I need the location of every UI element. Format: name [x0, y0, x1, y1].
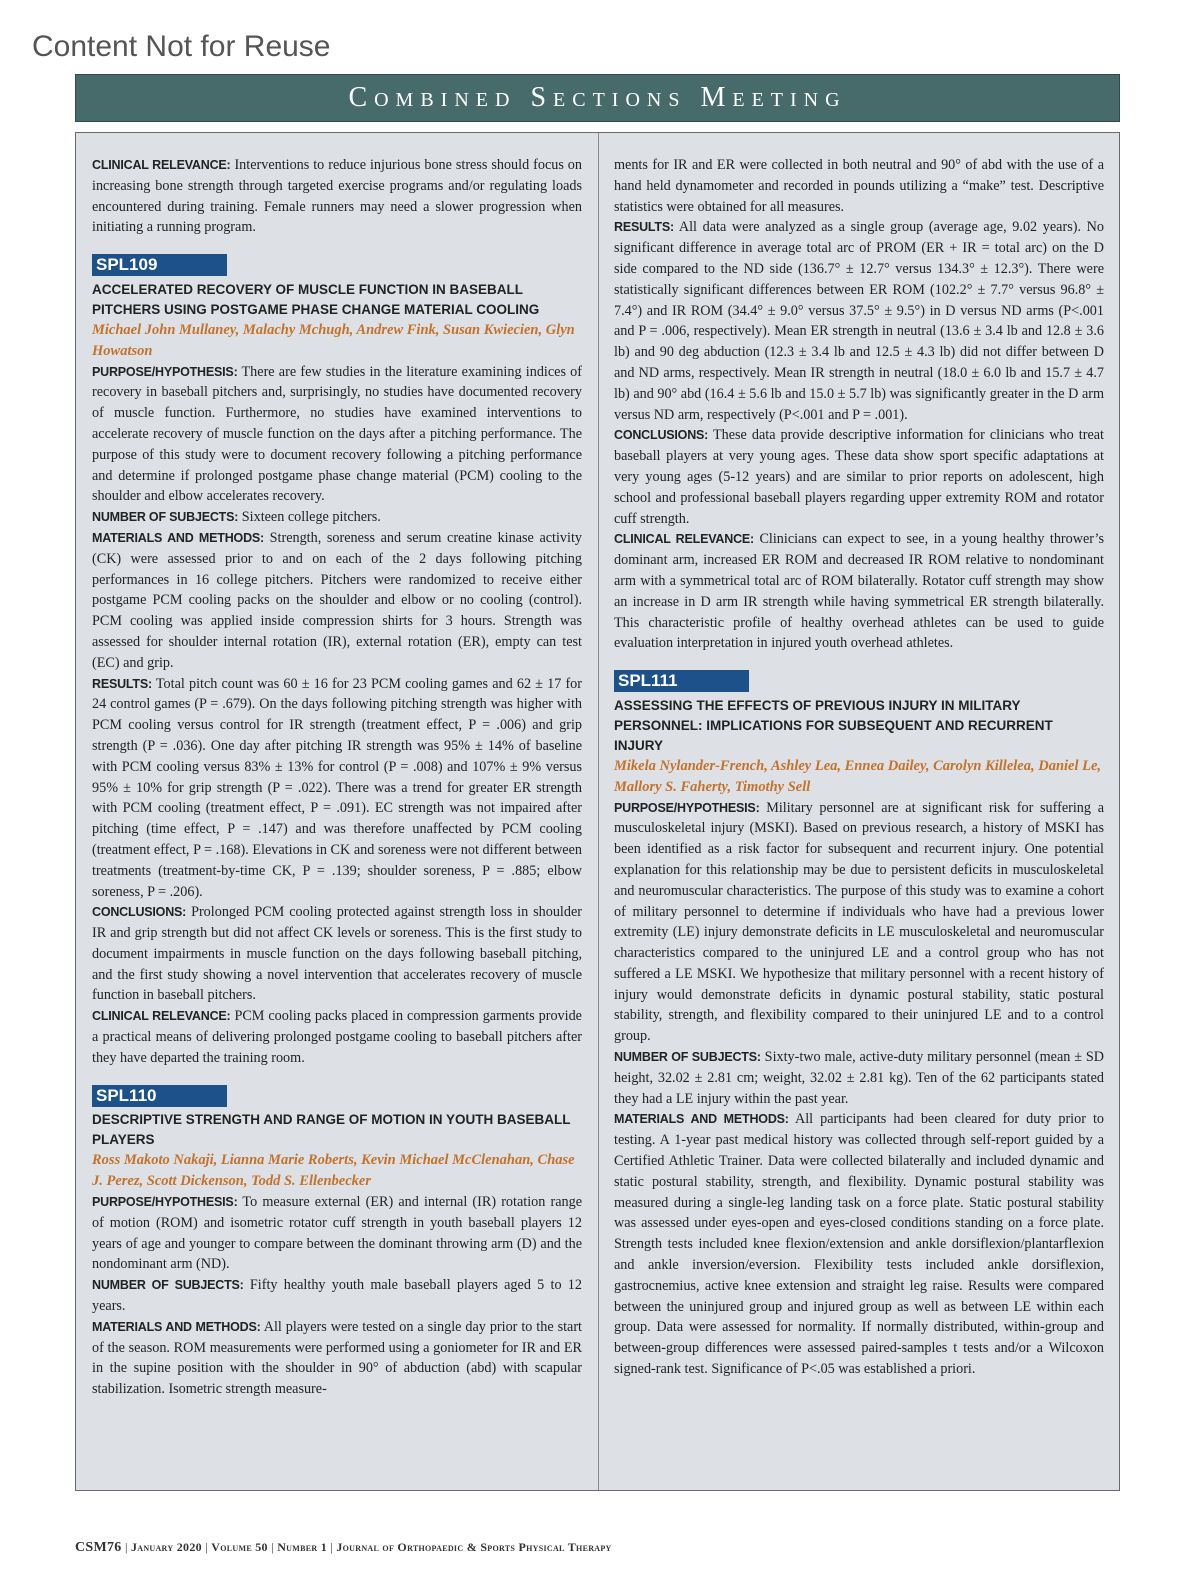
abstract-spl111 — [614, 654, 1104, 1380]
abstract-spl110 — [92, 1069, 582, 1400]
section-text: There are few studies in the literature examining indices of recovery in baseball pitchers and, surprisingly, no studies have documented recovery of muscle function. Furthermore, no studies have examined interventions to accelerate recovery of muscle function on the days after a pitching performance. The purpose of this study were to document recovery following a pitching performance and determine if prolonged postgame phase change material (PCM) cooling to the shoulder and elbow accelerates recovery. — [92, 363, 582, 505]
abstract-section — [614, 1047, 1104, 1109]
abstract-section — [92, 902, 582, 1006]
abstract-authors: Mikela Nylander-French, Ashley Lea, Ennea Dailey, Carolyn Killelea, Daniel Le, Mallory S. Faherty, Timothy Sell — [614, 757, 1102, 795]
section-label: MATERIALS AND METHODS: — [92, 530, 264, 545]
intro-paragraph — [92, 155, 582, 238]
section-label: PURPOSE/HYPOTHESIS: — [92, 1195, 238, 1210]
banner-title: Combined Sections Meeting — [348, 82, 847, 113]
abstract-spl109 — [92, 238, 582, 1068]
page-number: CSM76 — [75, 1540, 122, 1555]
column-divider — [598, 133, 599, 1490]
abstract-code-badge: SPL109 — [92, 254, 227, 276]
section-text: Sixteen college pitchers. — [238, 509, 381, 526]
abstract-section — [92, 674, 582, 903]
abstract-section — [614, 217, 1104, 425]
section-text: Total pitch count was 60 ± 16 for 23 PCM cooling games and 62 ± 17 for 24 control games (P = .679). On the days following pitching strength was higher with PCM cooling versus control for IR strength (treatment effect, P = .006) and grip strength (P = .036). One day after pitching IR strength was 95% ± 14% of baseline with PCM cooling versus 83% ± 13% for control (P = .008) and 107% ± 9% versus 95% ± 10% for grip strength (P = .022). There was a trend for greater ER strength with PCM cooling (treatment effect, P = .091). EC strength was not impaired after pitching (time effect, P = .147) and was therefore unaffected by PCM cooling (treatment effect, P = .168). Elevations in CK and soreness were not different between treatments (treatment-by-time CK, P = .139; shoulder soreness, P = .885; elbow soreness, P = .206). — [92, 675, 582, 900]
journal-name: Journal of Orthopaedic & Sports Physical Therapy — [336, 1540, 612, 1554]
section-label: CLINICAL RELEVANCE: — [92, 1009, 231, 1024]
abstract-section — [92, 1006, 582, 1068]
section-text: All participants had been cleared for duty prior to testing. A 1-year past medical history was collected through self-report guided by a Certified Athletic Trainer. Data were collected bilaterally and included dynamic and static postural stability, strength, and flexibility. Dynamic postural stability was measured during a single-leg landing task on a force plate. Static postural stability was assessed under eyes-open and eyes-closed conditions standing on a force plate. Strength tests included knee flexion/extension and ankle dorsiflexion/plantarflexion and ankle inversion/eversion. Flexibility tests included ankle dorsiflexion, gastrocnemius, active knee extension and straight leg raise. Results were compared between the uninjured group and injured group as well as between LE within each group. Data were assessed for normality. If normally distributed, within-group and between-group differences were assessed paired-samples t tests and/or a Wilcoxon signed-rank test. Significance of P<.05 was established a priori. — [614, 1111, 1104, 1378]
abstract-title: DESCRIPTIVE STRENGTH AND RANGE OF MOTION IN YOUTH BASEBALL PLAYERS — [92, 1112, 571, 1148]
abstract-section — [92, 1317, 582, 1400]
section-text: Military personnel are at significant risk for suffering a musculoskeletal injury (MSKI). Based on previous research, a history of MSKI has been identified as a risk factor for subsequent and recurrent injury. One potential explanation for this relationship may be due to persistent deficits in musculoskeletal and neuromuscular characteristics. The purpose of this study was to examine a cohort of military personnel to determine if individuals who have had a previous lower extremity (LE) injury demonstrate deficits in LE musculoskeletal and neuromuscular characteristics compared to the uninjured LE and a control group who has not suffered a LE MSKI. We hypothesize that military personnel with a recent history of injury would demonstrate deficits in dynamic postural stability, static postural stability, strength, and flexibility compared to their uninjured LE and to a control group. — [614, 799, 1104, 1045]
abstract-section — [614, 425, 1104, 529]
section-text: Sixty-two male, active-duty military personnel (mean ± SD height, 32.02 ± 2.81 cm; weight, 32.02 ± 2.81 kg). Ten of the 62 participants stated they had a LE injury within the past year. — [614, 1049, 1104, 1107]
abstract-section — [92, 1192, 582, 1275]
section-text: All data were analyzed as a single group (average age, 9.02 years). No significant difference in average total arc of PROM (ER + IR = total arc) on the D side compared to the ND side (136.7° ± 12.7° versus 134.3° ± 12.3°). There were statistically significant differences between ER ROM (102.2° ± 7.7° versus 96.8° ± 7.4°) and IR ROM (34.4° ± 9.0° versus 37.5° ± 9.5°) in D versus ND arms (P<.001 and P = .006, respectively). Mean ER strength in neutral (13.6 ± 3.4 lb and 12.8 ± 3.6 lb) and 90 deg abduction (12.3 ± 3.4 lb and 12.5 ± 4.3 lb) did not differ between D and ND arms, respectively. Mean IR strength in neutral (18.0 ± 6.0 lb and 15.7 ± 4.7 lb) and 90° abd (16.4 ± 5.6 lb and 15.0 ± 5.7 lb) was significantly greater in the D arm versus ND arm, respectively (P<.001 and P = .001). — [614, 219, 1104, 423]
abstract-section — [614, 1109, 1104, 1379]
section-text: Prolonged PCM cooling protected against strength loss in shoulder IR and grip strength but did not affect CK levels or soreness. This is the first study to document impairments in muscle function on the days following baseball pitching, and the first study showing a novel intervention that accelerates recovery of muscle function in baseball pitchers. — [92, 904, 582, 1004]
section-text: Clinicians can expect to see, in a young healthy thrower’s dominant arm, increased ER ROM and decreased IR ROM relative to nondominant arm with a symmetrical total arc of ROM bilaterally. Rotator cuff strength may show an increase in D arm IR strength while having symmetrical ER strength bilaterally. This characteristic profile of healthy overhead athletes can be used to guide evaluation interpretation in injured youth overhead athletes. — [614, 531, 1104, 652]
footer-separator: | — [271, 1540, 274, 1554]
section-banner — [75, 74, 1120, 122]
issue-number: Number 1 — [277, 1540, 328, 1554]
watermark: Content Not for Reuse — [32, 30, 331, 63]
section-label: MATERIALS AND METHODS: — [92, 1319, 261, 1334]
issue-date: January 2020 — [130, 1540, 202, 1554]
section-label: PURPOSE/HYPOTHESIS: — [614, 800, 760, 815]
page-footer — [75, 1540, 612, 1556]
section-label: PURPOSE/HYPOTHESIS: — [92, 364, 238, 379]
footer-separator: | — [330, 1540, 334, 1554]
volume: Volume 50 — [211, 1540, 268, 1554]
continued-paragraph: ments for IR and ER were collected in both neutral and 90° of abd with the use of a hand held dynamometer and recorded in pounds utilizing a “make” test. Descriptive statistics were obtained for all measures. — [614, 157, 1104, 215]
abstract-section — [92, 507, 582, 528]
section-text: These data provide descriptive information for clinicians who treat baseball players at very young ages. These data show sport specific adaptations at very young ages (5-12 years) and are similar to prior reports on adolescent, high school and professional baseball players regarding upper extremity ROM and rotator cuff strength. — [614, 427, 1104, 527]
left-column — [92, 155, 582, 1400]
abstract-section — [614, 798, 1104, 1048]
section-label: NUMBER OF SUBJECTS: — [92, 510, 239, 525]
abstract-section — [92, 1275, 582, 1317]
section-label: NUMBER OF SUBJECTS: — [614, 1050, 761, 1065]
section-text: All players were tested on a single day prior to the start of the season. ROM measurements were performed using a goniometer for IR and ER in the supine position with the shoulder in 90° of abduction (abd) with scapular stabilization. Isometric strength measure- — [92, 1318, 582, 1398]
section-label: CLINICAL RELEVANCE: — [92, 158, 231, 172]
abstract-authors: Michael John Mullaney, Malachy Mchugh, Andrew Fink, Susan Kwiecien, Glyn Howatson — [92, 321, 575, 359]
section-label: RESULTS: — [614, 220, 674, 235]
section-label: CONCLUSIONS: — [92, 905, 187, 920]
right-column — [614, 155, 1104, 1380]
section-text: Fifty healthy youth male baseball players aged 5 to 12 years. — [92, 1277, 582, 1315]
footer-separator: | — [205, 1540, 208, 1554]
abstract-section — [92, 528, 582, 674]
abstract-authors: Ross Makoto Nakaji, Lianna Marie Roberts, Kevin Michael McClenahan, Chase J. Perez, Scott Dickenson, Todd S. Ellenbecker — [92, 1152, 575, 1190]
content-panel — [75, 132, 1120, 1491]
section-label: RESULTS: — [92, 676, 152, 691]
abstract-code-badge: SPL110 — [92, 1085, 227, 1107]
section-text: PCM cooling packs placed in compression garments provide a practical means of delivering prolonged postgame cooling to baseball pitchers after they have departed the training room. — [92, 1008, 582, 1066]
abstract-title: ACCELERATED RECOVERY OF MUSCLE FUNCTION IN BASEBALL PITCHERS USING POSTGAME PHASE CHANGE MATERIAL COOLING — [92, 281, 540, 317]
section-label: MATERIALS AND METHODS: — [614, 1112, 789, 1127]
section-text: Interventions to reduce injurious bone stress should focus on increasing bone strength through targeted exercise programs and/or regulating loads encountered during training. Female runners may need a slower progression when initiating a running program. — [92, 157, 582, 236]
abstract-title: ASSESSING THE EFFECTS OF PREVIOUS INJURY IN MILITARY PERSONNEL: IMPLICATIONS FOR SUBSEQUENT AND RECURRENT INJURY — [614, 697, 1053, 753]
section-text: To measure external (ER) and internal (IR) rotation range of motion (ROM) and isometric rotator cuff strength in youth baseball players 12 years of age and younger to compare between the dominant throwing arm (D) and the nondominant arm (ND). — [92, 1194, 582, 1273]
section-label: NUMBER OF SUBJECTS: — [92, 1278, 244, 1293]
abstract-code-badge: SPL111 — [614, 670, 749, 692]
footer-separator: | — [124, 1540, 128, 1554]
section-label: CONCLUSIONS: — [614, 428, 709, 443]
section-text: Strength, soreness and serum creatine kinase activity (CK) were assessed prior to and on each of the 2 days following pitching performances in 16 college pitchers. Pitchers were randomized to receive either postgame PCM cooling packs on the shoulder and elbow or no cooling (control). PCM cooling was applied inside compression shirts for 3 hours. Strength was assessed for shoulder internal rotation (IR), external rotation (ER), empty can test (EC) and grip. — [92, 529, 582, 671]
abstract-section — [614, 529, 1104, 654]
abstract-section — [92, 362, 582, 508]
section-label: CLINICAL RELEVANCE: — [614, 532, 754, 547]
